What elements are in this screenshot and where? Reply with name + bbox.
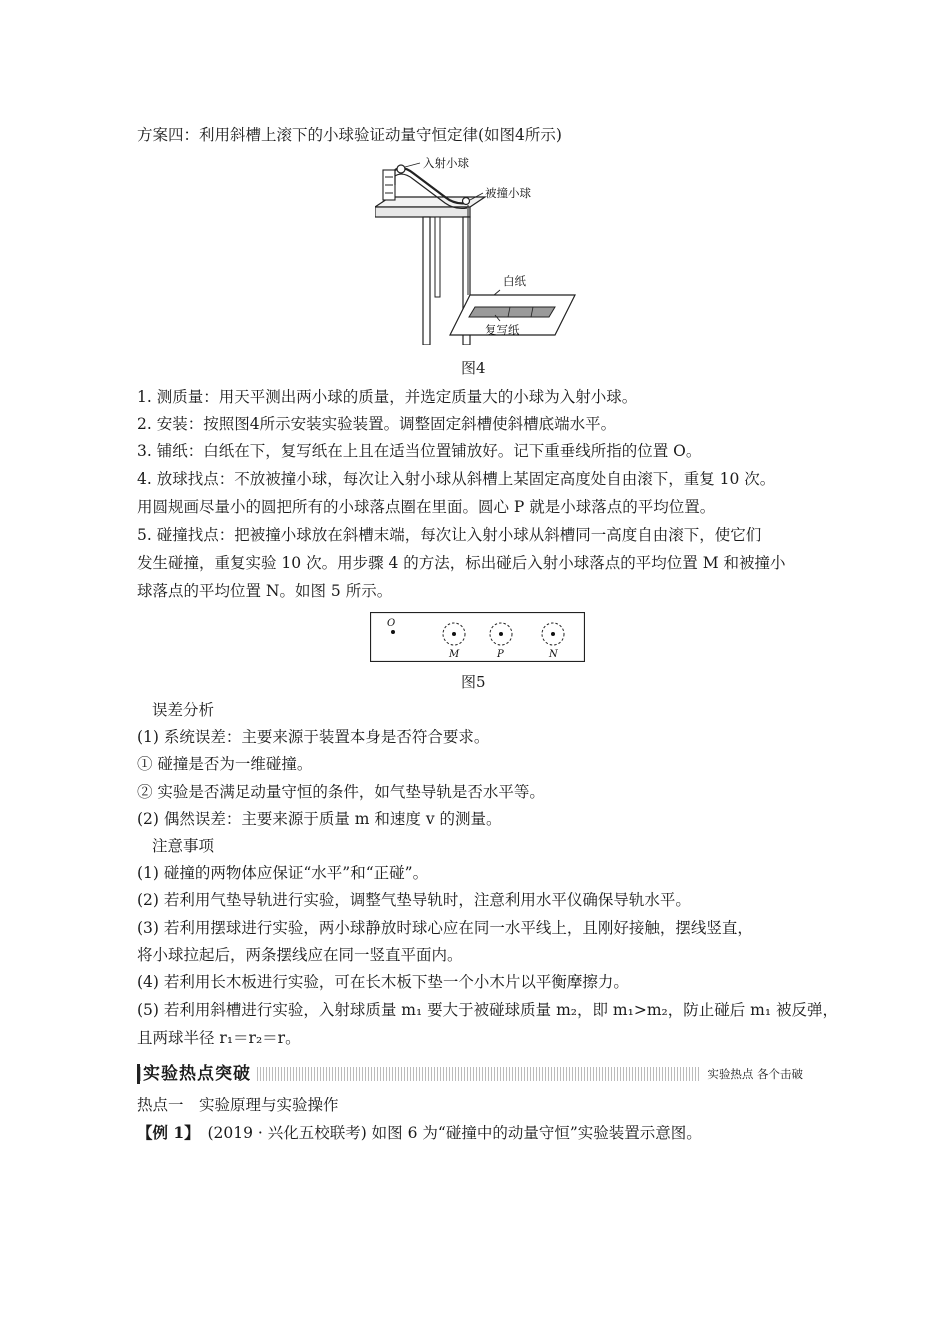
hotspot-heading: 热点一 实验原理与实验操作 bbox=[137, 1096, 339, 1114]
note-line: 将小球拉起后，两条摆线应在同一竖直平面内。 bbox=[137, 946, 463, 964]
error-line: (2) 偶然误差：主要来源于质量 m 和速度 v 的测量。 bbox=[137, 810, 502, 828]
example-line bbox=[137, 1123, 702, 1143]
figure4-apparatus-diagram bbox=[375, 155, 590, 345]
note-line: (5) 若利用斜槽进行实验，入射球质量 m₁ 要大于被碰球质量 m₂，即 m₁>m₂，防止碰后 m₁ 被反弹， bbox=[137, 1001, 838, 1019]
step-line: 4. 放球找点：不放被撞小球，每次让入射小球从斜槽上某固定高度处自由滚下，重复 10 次。 bbox=[137, 470, 776, 488]
error-line: ① 碰撞是否为一维碰撞。 bbox=[137, 755, 313, 773]
label-carbon-paper: 复写纸 bbox=[485, 323, 520, 337]
step-line: 5. 碰撞找点：把被撞小球放在斜槽末端，每次让入射小球从斜槽同一高度自由滚下，使它们 bbox=[137, 526, 762, 544]
note-line: (1) 碰撞的两物体应保证“水平”和“正碰”。 bbox=[137, 864, 429, 882]
step-line: 球落点的平均位置 N。如图 5 所示。 bbox=[137, 582, 393, 600]
label-white-paper: 白纸 bbox=[503, 274, 526, 288]
section-subtitle: 实验热点 各个击破 bbox=[699, 1065, 805, 1083]
label-incident-ball: 入射小球 bbox=[423, 156, 469, 170]
step-line: 发生碰撞，重复实验 10 次。用步骤 4 的方法，标出碰后入射小球落点的平均位置 M 和被撞小 bbox=[137, 554, 786, 572]
label-m: M bbox=[449, 649, 460, 660]
figure5-caption: 图5 bbox=[461, 673, 486, 691]
label-target-ball: 被撞小球 bbox=[485, 186, 531, 200]
step-line: 2. 安装：按照图4所示安装实验装置。调整固定斜槽使斜槽底端水平。 bbox=[137, 415, 617, 433]
note-line: 且两球半径 r₁＝r₂＝r。 bbox=[137, 1029, 301, 1047]
notes-heading: 注意事项 bbox=[152, 837, 215, 855]
note-line: (2) 若利用气垫导轨进行实验，调整气垫导轨时，注意利用水平仪确保导轨水平。 bbox=[137, 891, 691, 909]
scheme-title: 方案四：利用斜槽上滚下的小球验证动量守恒定律(如图4所示) bbox=[137, 126, 562, 144]
example-text: (2019 · 兴化五校联考) 如图 6 为“碰撞中的动量守恒”实验装置示意图。 bbox=[191, 1124, 702, 1142]
figure4-caption: 图4 bbox=[461, 359, 486, 377]
step-line: 用圆规画尽量小的圆把所有的小球落点圈在里面。圆心 P 就是小球落点的平均位置。 bbox=[137, 498, 716, 516]
label-n: N bbox=[549, 649, 558, 660]
section-title: 实验热点突破 bbox=[143, 1063, 257, 1085]
note-line: (3) 若利用摆球进行实验，两小球静放时球心应在同一水平线上，且刚好接触，摆线竖直， bbox=[137, 919, 753, 937]
step-line: 3. 铺纸：白纸在下，复写纸在上且在适当位置铺放好。记下重垂线所指的位置 O。 bbox=[137, 442, 702, 460]
error-line: ② 实验是否满足动量守恒的条件，如气垫导轨是否水平等。 bbox=[137, 783, 545, 801]
note-line: (4) 若利用长木板进行实验，可在长木板下垫一个小木片以平衡摩擦力。 bbox=[137, 973, 629, 991]
banner-bar bbox=[137, 1064, 140, 1084]
error-analysis-heading: 误差分析 bbox=[152, 701, 215, 719]
label-o: O bbox=[387, 618, 396, 629]
step-line: 1. 测质量：用天平测出两小球的质量，并选定质量大的小球为入射小球。 bbox=[137, 388, 638, 406]
section-banner bbox=[137, 1063, 805, 1085]
error-line: (1) 系统误差：主要来源于装置本身是否符合要求。 bbox=[137, 728, 490, 746]
figure5-landing-points-diagram bbox=[370, 612, 585, 662]
example-tag: 【例 1】 bbox=[137, 1123, 192, 1142]
label-p: P bbox=[497, 649, 504, 660]
